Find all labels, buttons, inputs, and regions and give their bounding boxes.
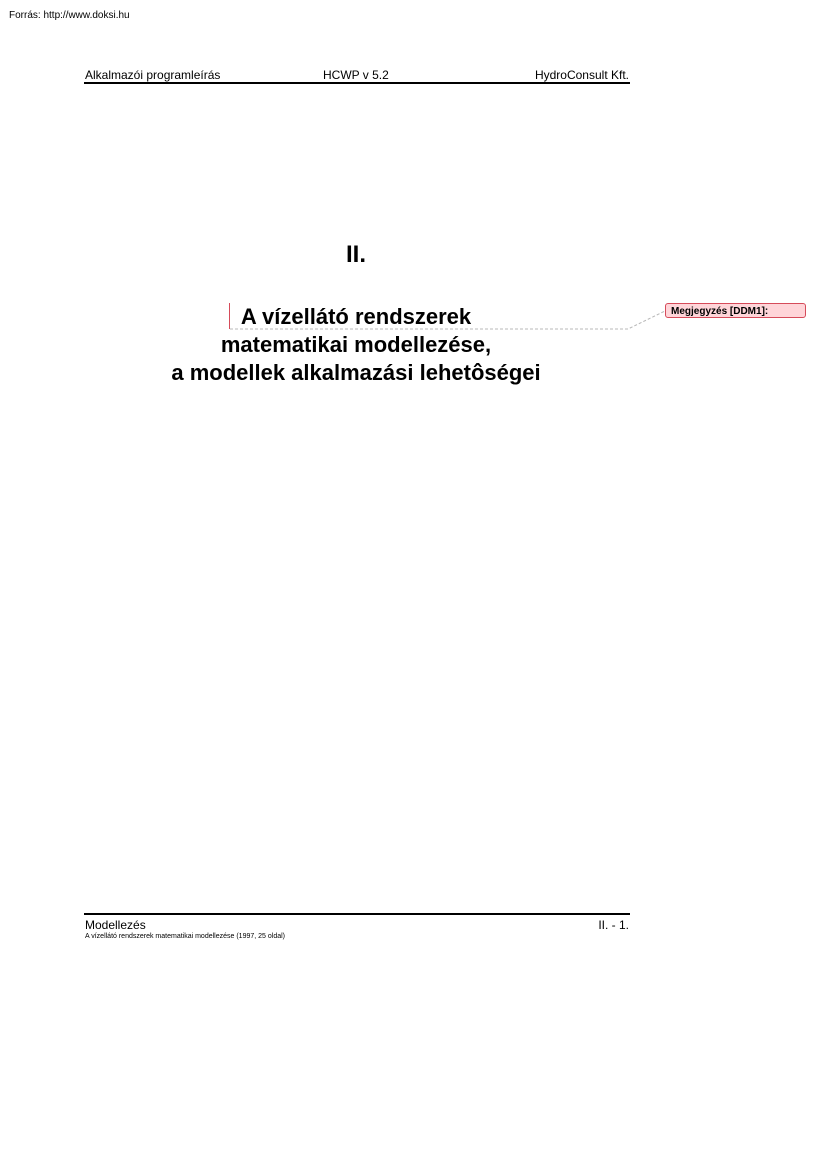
- page-header: [84, 68, 630, 84]
- footer-note: A vízellátó rendszerek matematikai modellezése (1997, 25 oldal): [85, 933, 285, 940]
- header-center-text: HCWP v 5.2: [323, 68, 389, 82]
- source-url: Forrás: http://www.doksi.hu: [9, 10, 130, 21]
- chapter-number: II.: [345, 241, 366, 268]
- title-line-1: A vízellátó rendszerek: [240, 304, 472, 329]
- header-left-text: Alkalmazói programleírás: [85, 68, 221, 82]
- chapter-title: [120, 303, 592, 387]
- page-footer: [84, 913, 630, 940]
- footer-page-number: II. - 1.: [598, 918, 629, 932]
- comment-balloon[interactable]: Megjegyzés [DDM1]:: [665, 303, 806, 318]
- header-right-text: HydroConsult Kft.: [534, 68, 629, 82]
- footer-left-text: Modellezés: [85, 918, 146, 932]
- title-line-3: a modellek alkalmazási lehetôségei: [171, 360, 541, 385]
- title-line-2: matematikai modellezése,: [220, 332, 492, 357]
